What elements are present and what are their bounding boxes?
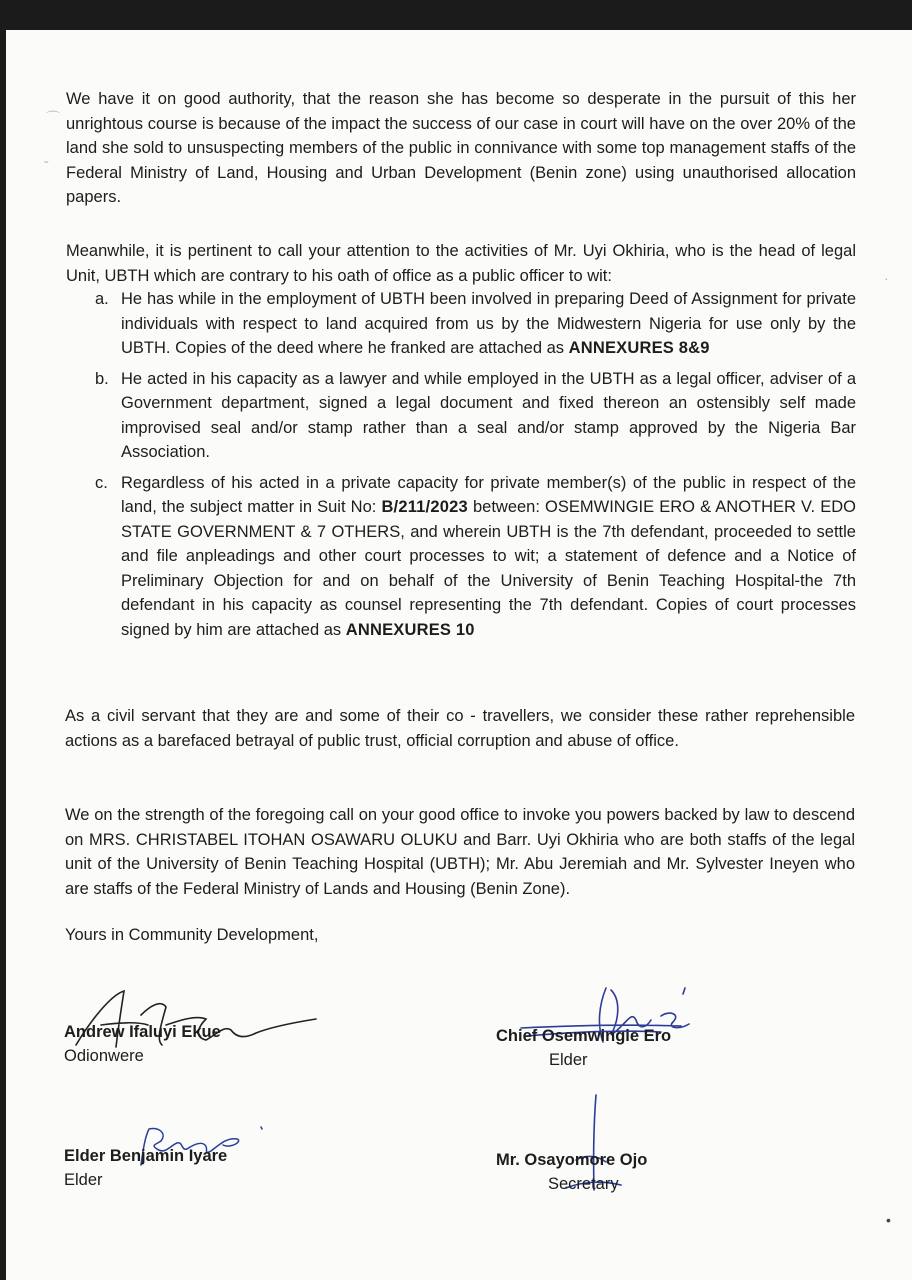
signatory-name: Andrew Ifaluyi Ekue	[64, 1023, 221, 1041]
signatory-title: Odionwere	[64, 1047, 144, 1065]
signatory-name: Chief Osemwingie Ero	[496, 1027, 672, 1045]
scan-mark: ⌒	[46, 110, 60, 126]
letter-page	[6, 30, 912, 1280]
closing-text: Yours in Community Development,	[65, 926, 319, 944]
signatory-block	[64, 1020, 221, 1068]
scan-mark: ˇ	[44, 158, 49, 174]
annexure-reference: ANNEXURES 10	[345, 620, 475, 639]
signatory-name: Elder Benjamin Iyare	[64, 1147, 228, 1165]
signatory-title: Elder	[64, 1171, 103, 1189]
signatory-block	[64, 1144, 227, 1192]
list-marker: a.	[95, 290, 109, 308]
paragraph-authority	[66, 87, 856, 210]
item-text: He has while in the employment of UBTH been involved in preparing Deed of Assignment for private individuals with respect to land acquired from us by the Midwestern Nigeria for use only by the UBTH. Copies of the deed where he franked are attached as	[121, 290, 856, 357]
list-marker: c.	[95, 473, 108, 492]
paragraph-text: We on the strength of the foregoing call on your good office to invoke you powers backed by law to descend on MRS. CHRISTABEL ITOHAN OSAWARU OLUKU and Barr. Uyi Okhiria who are both staffs of the legal unit of the University of Benin Teaching Hospital (UBTH); Mr. Abu Jeremiah and Mr. Sylvester Ineyen who are staffs of the Federal Ministry of Lands and Housing (Benin Zone).	[65, 806, 855, 898]
signatory-title: Secretary	[548, 1175, 619, 1193]
list-marker: b.	[95, 369, 109, 388]
item-text-continued: between: OSEMWINGIE ERO & ANOTHER V. EDO STATE GOVERNMENT & 7 OTHERS, and wherein UBTH is the 7th defendant, proceeded to settle and file anpleadings and other court processes to wit; a statement of defence and a Notice of Preliminary Objection for and on behalf of the University of Benin Teaching Hospital-the 7th defendant in his capacity as counsel representing the 7th defendant. Copies of court processes signed by him are attached as	[121, 498, 856, 639]
signatory-block	[496, 1024, 671, 1072]
paragraph-text: As a civil servant that they are and some of their co - travellers, we consider these rather reprehensible actions as a barefaced betrayal of public trust, official corruption and abuse of office.	[65, 707, 855, 750]
item-text: Regardless of his acted in a private capacity for private member(s) of the public in respect of the land, the subject matter in Suit No:	[121, 473, 856, 516]
scan-mark: •	[886, 1212, 891, 1228]
scan-mark: ·	[884, 270, 889, 286]
signatory-block	[496, 1148, 647, 1196]
list-item	[91, 367, 856, 465]
paragraph-civil-servant	[65, 704, 855, 753]
list-item	[91, 471, 856, 643]
paragraph-attention	[66, 239, 856, 288]
allegations-list	[91, 287, 856, 642]
suit-number: B/211/2023	[381, 498, 468, 516]
item-text: He acted in his capacity as a lawyer and while employed in the UBTH as a legal officer, adviser of a Government department, signed a legal document and fixed thereon an ostensibly self made improvised seal and/or stamp rather than a seal and/or stamp approved by the Nigeria Bar Association.	[121, 369, 856, 461]
closing-line	[65, 923, 855, 948]
paragraph-text: Meanwhile, it is pertinent to call your attention to the activities of Mr. Uyi Okhiria, who is the head of legal Unit, UBTH which are contrary to his oath of office as a public officer to wit:	[66, 242, 856, 285]
signatory-title: Elder	[549, 1051, 588, 1069]
paragraph-request	[65, 803, 855, 901]
list-item	[91, 287, 856, 361]
signatory-name: Mr. Osayomore Ojo	[496, 1151, 648, 1169]
paragraph-text: We have it on good authority, that the reason she has become so desperate in the pursuit of this her unrightous course is because of the impact the success of our case in court will have on the over 20% of the land she sold to unsuspecting members of the public in connivance with some top management staffs of the Federal Ministry of Land, Housing and Urban Development (Benin zone) using unauthorised allocation papers.	[66, 90, 856, 206]
annexure-reference: ANNEXURES 8&9	[568, 339, 710, 357]
